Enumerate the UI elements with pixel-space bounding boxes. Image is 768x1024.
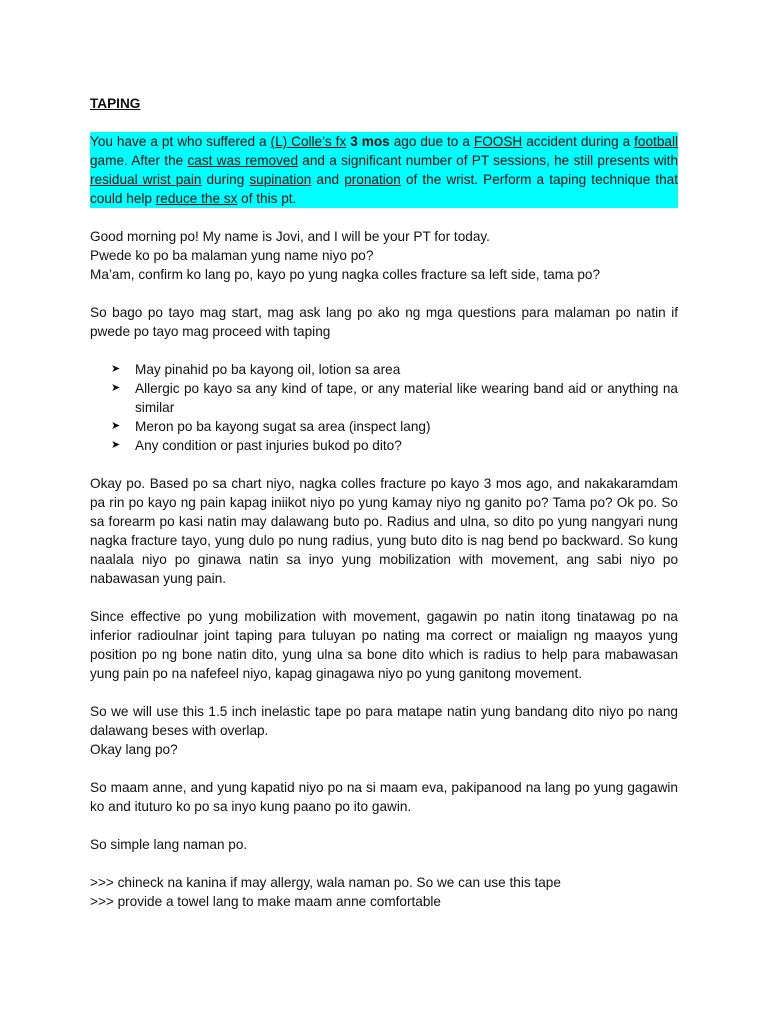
scenario-term-colles: (L) Colle’s fx bbox=[270, 134, 347, 149]
list-item: ➤ Meron po ba kayong sugat sa area (inspect lang) bbox=[111, 419, 431, 434]
notes-block bbox=[90, 873, 678, 911]
scenario-term-football: football bbox=[634, 134, 678, 149]
tape-line: So we will use this 1.5 inch inelastic tape po para matape natin yung bandang dito niyo po nang dalawang beses with overlap. bbox=[90, 704, 678, 738]
tape-line: Okay lang po? bbox=[90, 742, 178, 757]
document-page bbox=[90, 94, 678, 911]
arrowhead-bullet-icon: ➤ bbox=[111, 363, 121, 375]
simple-line: So simple lang naman po. bbox=[90, 837, 248, 852]
scenario-term-reduce-sx: reduce the sx bbox=[155, 191, 238, 206]
arrowhead-bullet-icon: ➤ bbox=[111, 420, 121, 432]
greeting-line: Good morning po! My name is Jovi, and I will be your PT for today. bbox=[90, 229, 490, 244]
tape-block bbox=[90, 702, 678, 759]
greeting-line: Pwede ko po ba malaman yung name niyo po? bbox=[90, 248, 374, 263]
scenario-term-foosh: FOOSH bbox=[473, 134, 523, 149]
document-title: TAPING bbox=[90, 96, 141, 111]
scenario-term-pronation: pronation bbox=[344, 172, 401, 187]
questions-intro-paragraph: So bago po tayo mag start, mag ask lang po ako ng mga questions para malaman po natin if pwede po tayo mag proceed with taping bbox=[90, 305, 678, 339]
arrowhead-bullet-icon: ➤ bbox=[111, 382, 121, 394]
family-paragraph: So maam anne, and yung kapatid niyo po na si maam eva, pakipanood na lang po yung gagawin ko and ituturo ko po sa inyo kung paano po ito gawin. bbox=[90, 780, 678, 814]
note-line: >>> provide a towel lang to make maam anne comfortable bbox=[90, 894, 441, 909]
arrowhead-bullet-icon: ➤ bbox=[111, 439, 121, 451]
mobilization-paragraph: Since effective po yung mobilization with movement, gagawin po natin itong tinatawag po na inferior radioulnar joint taping para tuluyan po nating ma correct or maialign ng maayos yung position po ng bone natin dito, yung ulna sa bone dito which is radius to help para mabawasan yung pain po na nafefeel niyo, kapag ginagawa niyo po yung ganitong movement. bbox=[90, 609, 678, 681]
list-item: ➤ Allergic po kayo sa any kind of tape, or any material like wearing band aid or anything na similar bbox=[111, 381, 678, 415]
greeting-block bbox=[90, 227, 678, 284]
chart-paragraph: Okay po. Based po sa chart niyo, nagka colles fracture po kayo 3 mos ago, and nakakaramdam pa rin po kayo ng pain kapag iniikot niyo po yung kamay niyo ng ganito po? Tama po? Ok po. So sa forearm po kasi natin may dalawang buto po. Radius and ulna, so dito po yung nangyari nung nagka fracture tayo, yung dulo po nung radius, yung buto dito is nag bend po backward. So kung naalala niyo po ginawa natin sa inyo yung mobilization with movement, ang sabi niyo po nabawasan yung pain. bbox=[90, 476, 678, 586]
screening-questions-list bbox=[90, 360, 678, 455]
note-line: >>> chineck na kanina if may allergy, wala naman po. So we can use this tape bbox=[90, 875, 561, 890]
list-item: ➤ May pinahid po ba kayong oil, lotion sa area bbox=[111, 362, 401, 377]
scenario-duration: 3 mos bbox=[350, 134, 390, 149]
list-item: ➤ Any condition or past injuries bukod po dito? bbox=[111, 438, 402, 453]
scenario-term-cast: cast was removed bbox=[187, 153, 299, 168]
greeting-line: Ma’am, confirm ko lang po, kayo po yung nagka colles fracture sa left side, tama po? bbox=[90, 267, 601, 282]
scenario-term-residual-pain: residual wrist pain bbox=[90, 172, 202, 187]
scenario-term-supination: supination bbox=[249, 172, 312, 187]
scenario-paragraph: You have a pt who suffered a (L) Colle’s fx 3 mos ago due to a FOOSH accident during a football game. After the cast was removed and a significant number of PT sessions, he still presents with residual wrist pain during supination and pronation of the wrist. Perform a taping technique that could help reduce the sx of this pt. bbox=[90, 134, 679, 206]
